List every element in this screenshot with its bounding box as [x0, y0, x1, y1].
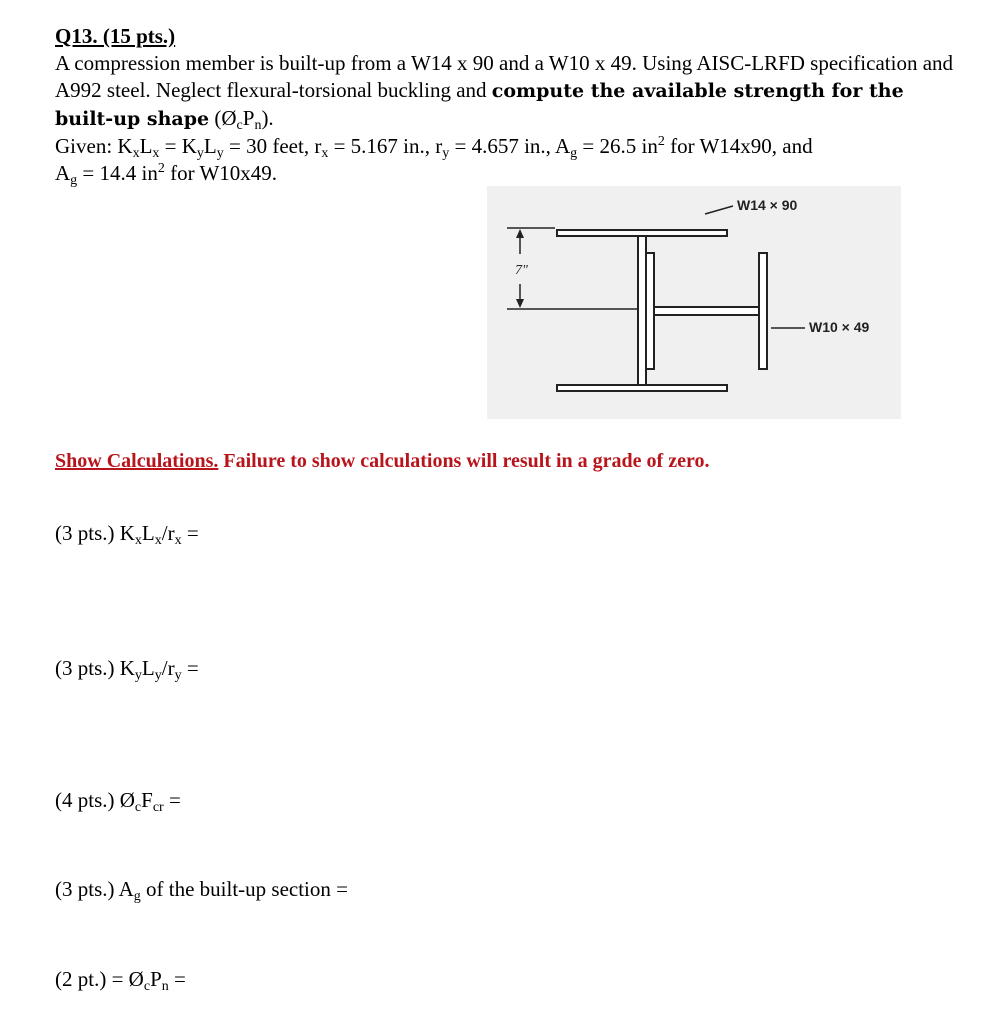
warning-rest-text: Failure to show calculations will result in a grade of zero. [218, 450, 710, 472]
given-line: Given: $K_xL_x = K_yL_y = 30$ feet, $r_x = 5.167$ in., $r_y = 4.657$ in., $A_g = 26.5$ $in^2$ for W14x90, and $A_g = 14.4$ $in^2$ for W10x49. [55, 134, 813, 188]
w14-leader-line [705, 206, 733, 214]
problem-statement: A compression member is built-up from a W14 x 90 and a W10 x 49. Using AISC-LRFD specification and A992 steel. Neglect flexural-torsional buckling and compute the available strength for the built-up shape $(Ø_cP_n)$. Given: $K_xL_x = K_yL_y = 30$ feet, $r_x = 5.167$ in., $r_y = 4.657$ in., $A_g = 26.5$ $in^2$ for W14x90, and $A_g = 14.4$ $in^2$ for W10x49. [55, 51, 954, 188]
dimension-arrowhead-up [516, 229, 524, 238]
built-up-section-figure [487, 186, 901, 419]
item-phi-pn: (2 $pt.) = Ø_cP_n$ = [55, 967, 186, 994]
w14-label: W14 × 90 [737, 197, 798, 213]
item-phi-fcr: (4 pts.) $Ø_cF_{cr}$ = [55, 788, 181, 815]
dimension-label: 7" [515, 263, 528, 278]
item-kxlx-rx: (3 pts.) $K_xL_x/r_x$ = [55, 521, 199, 548]
calculation-warning [55, 450, 709, 473]
w10-web [646, 307, 763, 315]
item-ag-built-up: (3 pts.) $A_g$ of the built-up section = [55, 877, 348, 904]
w10-left-flange [646, 253, 654, 369]
show-calculations-text: Show Calculations. [55, 450, 219, 472]
dimension-arrowhead-down [516, 299, 524, 308]
w10-right-flange [759, 253, 767, 369]
item-kyly-ry: (3 pts.) $K_yL_y/r_y$ = [55, 656, 199, 683]
problem-bold-instruction: compute the available strength for the built-up shape [55, 80, 904, 130]
w14-web [638, 236, 646, 385]
w10-label: W10 × 49 [809, 319, 870, 335]
problem-sentence: A compression member is built-up from a W14 x 90 and a W10 x 49. Using AISC-LRFD specification and A992 steel. Neglect flexural-torsional buckling and [55, 51, 954, 102]
built-up-section-drawing [487, 186, 901, 419]
question-title: Q13. (15 pts.) [55, 24, 176, 48]
